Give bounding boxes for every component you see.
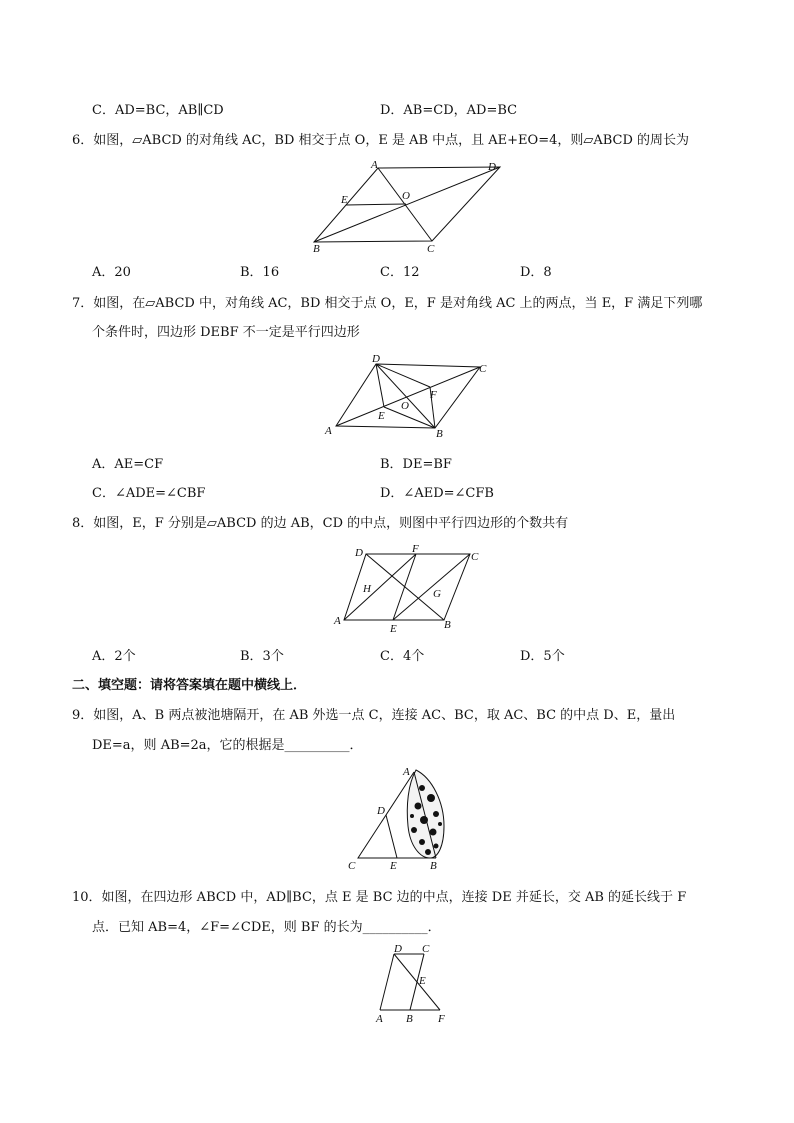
q10-label-a: A: [376, 1013, 383, 1025]
q8-stem: 8．如图，E，F 分别是▱ABCD 的边 AB，CD 的中点，则图中平行四边形的个数共有: [72, 516, 569, 531]
q7-label-o: O: [401, 400, 409, 412]
q6-option-b: B．16: [240, 265, 280, 280]
q8-label-f: F: [412, 543, 419, 555]
q9-segment-de: [386, 815, 397, 858]
q5-option-c: C．AD=BC，AB∥CD: [92, 103, 224, 118]
q8-label-e: E: [390, 623, 397, 632]
q6-label-c: C: [427, 243, 435, 254]
q10-side-ad: [380, 954, 394, 1010]
q8-label-a: A: [334, 615, 341, 627]
q7-label-e: E: [378, 410, 385, 422]
q7-segment-de: [376, 364, 384, 407]
q7-option-d: D．∠AED=∠CFB: [380, 486, 494, 501]
q7-segment-eb: [384, 407, 435, 428]
q8-option-d: D．5个: [520, 649, 565, 664]
q7-stem-line1: 7．如图，在▱ABCD 中，对角线 AC，BD 相交于点 O，E，F 是对角线 AC 上的两点，当 E，F 满足下列哪: [72, 296, 703, 311]
q8-label-d: D: [355, 547, 363, 559]
q7-label-f: F: [430, 389, 437, 401]
q7-option-b: B．DE=BF: [380, 457, 452, 472]
q7-diagonal-bd: [376, 364, 435, 428]
q7-segment-df: [376, 364, 430, 387]
q8-option-b: B．3个: [240, 649, 284, 664]
q8-label-h: H: [363, 583, 371, 595]
q10-stem-line2: 点．已知 AB=4，∠F=∠CDE，则 BF 的长为__________．: [92, 920, 441, 935]
q10-label-d: D: [394, 943, 402, 955]
q6-option-c: C．12: [380, 265, 420, 280]
q5-option-d: D．AB=CD，AD=BC: [380, 103, 518, 118]
q7-figure: [320, 350, 492, 442]
q9-label-a: A: [403, 766, 410, 778]
q10-label-c: C: [422, 943, 430, 955]
q9-stem-line1: 9．如图，A、B 两点被池塘隔开，在 AB 外选一点 C，连接 AC、BC，取 AC、BC 的中点 D、E，量出: [72, 708, 676, 723]
q6-label-d: D: [488, 161, 496, 173]
q9-stem-line2: DE=a，则 AB=2a，它的根据是__________．: [92, 738, 363, 753]
q9-label-b: B: [430, 860, 437, 872]
q9-label-d: D: [377, 805, 385, 817]
q10-label-f: F: [438, 1013, 445, 1025]
q7-stem-line2: 个条件时，四边形 DEBF 不一定是平行四边形: [92, 325, 360, 340]
q6-option-a: A．20: [92, 265, 131, 280]
q6-stem: 6．如图，▱ABCD 的对角线 AC，BD 相交于点 O，E 是 AB 中点，且 AE+EO=4，则▱ABCD 的周长为: [72, 133, 690, 148]
q6-label-a: A: [371, 159, 378, 171]
q8-label-c: C: [471, 551, 479, 563]
q8-option-a: A．2个: [92, 649, 136, 664]
q10-stem-line1: 10．如图，在四边形 ABCD 中，AD∥BC，点 E 是 BC 边的中点，连接 DE 并延长，交 AB 的延长线于 F: [72, 890, 687, 905]
q9-figure: [340, 762, 452, 874]
q6-label-e: E: [341, 194, 348, 206]
q10-figure: [368, 942, 454, 1026]
q6-label-b: B: [313, 243, 320, 254]
q8-label-b: B: [444, 619, 451, 631]
section-fill-in-title: 二、填空题：请将答案填在题中横线上．: [72, 678, 307, 693]
q7-label-a: A: [325, 425, 332, 437]
q8-label-g: G: [433, 588, 441, 600]
q6-figure: [305, 158, 505, 254]
q7-label-c: C: [479, 363, 487, 375]
q7-option-c: C．∠ADE=∠CBF: [92, 486, 206, 501]
q6-segment-eo: [346, 204, 406, 205]
q7-label-d: D: [372, 353, 380, 365]
q9-label-e: E: [390, 860, 397, 872]
q10-line-df: [394, 954, 440, 1010]
q8-figure: [330, 542, 488, 632]
q6-option-d: D．8: [520, 265, 552, 280]
q8-option-c: C．4个: [380, 649, 425, 664]
q7-label-b: B: [436, 428, 443, 440]
q7-option-a: A．AE=CF: [92, 457, 164, 472]
q10-label-b: B: [406, 1013, 413, 1025]
q9-label-c: C: [348, 860, 356, 872]
q10-label-e: E: [419, 975, 426, 987]
q6-label-o: O: [402, 190, 410, 202]
